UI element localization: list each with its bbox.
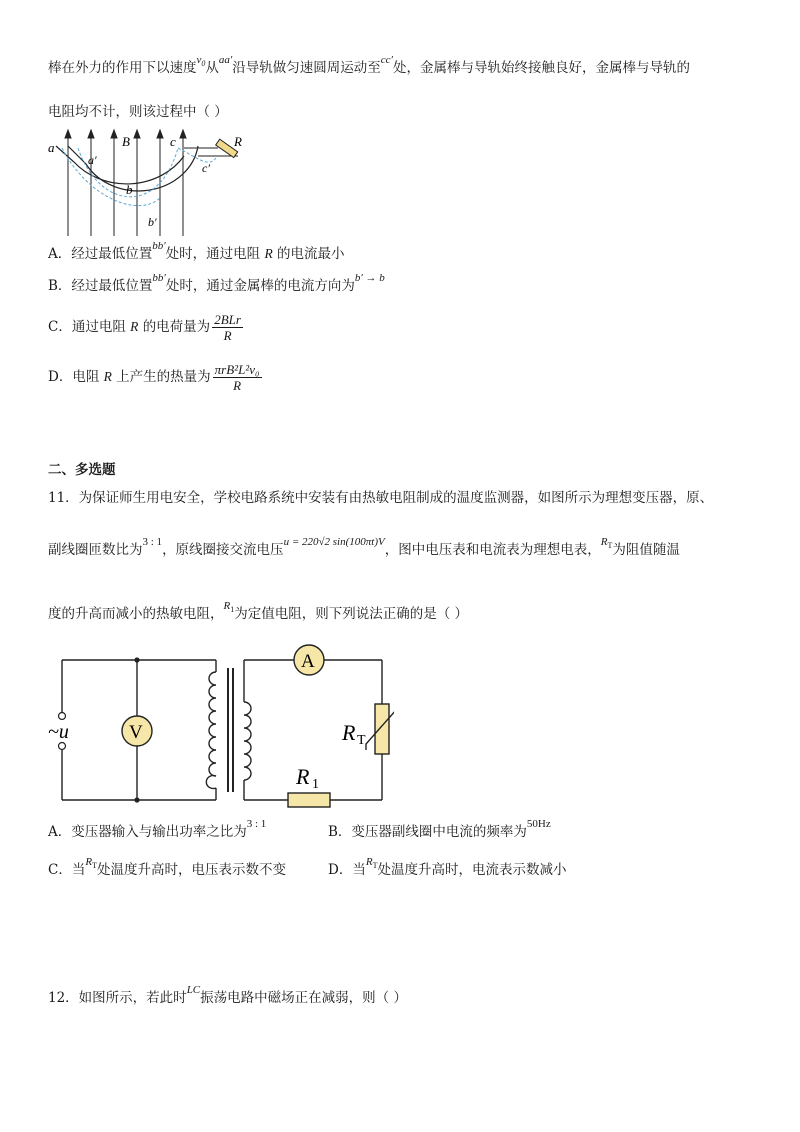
resistor-R1 bbox=[288, 764, 330, 807]
svg-text:R: R bbox=[296, 764, 310, 789]
q11-option-C[interactable]: C．当$^{R_T}$处温度升高时，电压表示数不变 bbox=[48, 856, 286, 878]
svg-text:1: 1 bbox=[312, 777, 319, 792]
q11-circuit-figure bbox=[44, 640, 394, 810]
thermistor-RT bbox=[341, 704, 394, 754]
q11-line1: 11．为保证师生用电安全，学校电路系统中安装有由热敏电阻制成的温度监测器，如图所示为理想变压器，原、 bbox=[48, 490, 714, 506]
label-c-prime: c′ bbox=[202, 161, 210, 175]
q11-option-A[interactable]: A．变压器输入与输出功率之比为$^{3 : 1}$ bbox=[48, 818, 267, 840]
label-R: R bbox=[234, 134, 242, 149]
q10-line2: 电阻均不计，则该过程中（ ） bbox=[48, 104, 228, 120]
label-B: B bbox=[122, 134, 130, 149]
q11-option-B[interactable]: B．变压器副线圈中电流的频率为$^{50Hz}$ bbox=[328, 818, 551, 840]
label-a-prime: a′ bbox=[88, 153, 97, 167]
label-b: b bbox=[126, 182, 133, 197]
source-u-label: ~u bbox=[48, 721, 69, 743]
aa-symbol: aa′ bbox=[218, 54, 233, 66]
section-title: 二、多选题 bbox=[48, 462, 116, 478]
svg-text:T: T bbox=[357, 733, 366, 748]
q11-line2: 副线圈匝数比为$^{3 : 1}$，原线圈接交流电压$^{u = 220√2 sin(100\pi t)V}$，图中电压表和电流表为理想电表，$^{R_T}$为阻值随温 bbox=[48, 536, 680, 558]
label-c: c bbox=[170, 134, 176, 149]
ammeter bbox=[294, 645, 324, 675]
q12-line1: 12．如图所示，若此时$^{LC}$振荡电路中磁场正在减弱，则（ ） bbox=[48, 984, 407, 1006]
v0-symbol: v0 bbox=[196, 54, 206, 69]
rail-outer bbox=[56, 146, 184, 184]
q10-line1: 棒在外力的作用下以速度$^{v_0}$从$^{aa'}$沿导轨做匀速圆周运动至$^{cc'}$处，金属棒与导轨始终接触良好，金属棒与导轨的 bbox=[48, 54, 690, 76]
q10-figure bbox=[48, 128, 263, 236]
q10-option-C[interactable]: C．通过电阻 R 的电荷量为 $\frac{\text{2BLr}}{R}$ bbox=[48, 312, 241, 343]
label-b-prime: b′ bbox=[148, 215, 157, 229]
svg-text:R: R bbox=[342, 720, 356, 745]
q11-option-D[interactable]: D．当$^{R_T}$处温度升高时，电流表示数减小 bbox=[328, 856, 567, 878]
label-a: a bbox=[48, 140, 55, 155]
svg-text:V: V bbox=[129, 722, 143, 743]
q10-option-B[interactable]: B．经过最低位置$^{bb'}$处时，通过金属棒的电流方向为$^{b' \to b}$ bbox=[48, 272, 385, 294]
voltmeter bbox=[122, 716, 152, 746]
svg-text:A: A bbox=[301, 651, 315, 672]
q10-option-D[interactable]: D．电阻 R 上产生的热量为 $\frac{\text{πrB²L²v₀}}{R}$ bbox=[48, 362, 260, 393]
q11-line3: 度的升高而减小的热敏电阻，$^{R_1}$为定值电阻，则下列说法正确的是（ ） bbox=[48, 600, 469, 622]
cc-symbol: cc′ bbox=[380, 54, 393, 66]
q10-option-A[interactable]: A．经过最低位置$^{bb'}$处时，通过电阻 R 的电流最小 bbox=[48, 240, 345, 262]
